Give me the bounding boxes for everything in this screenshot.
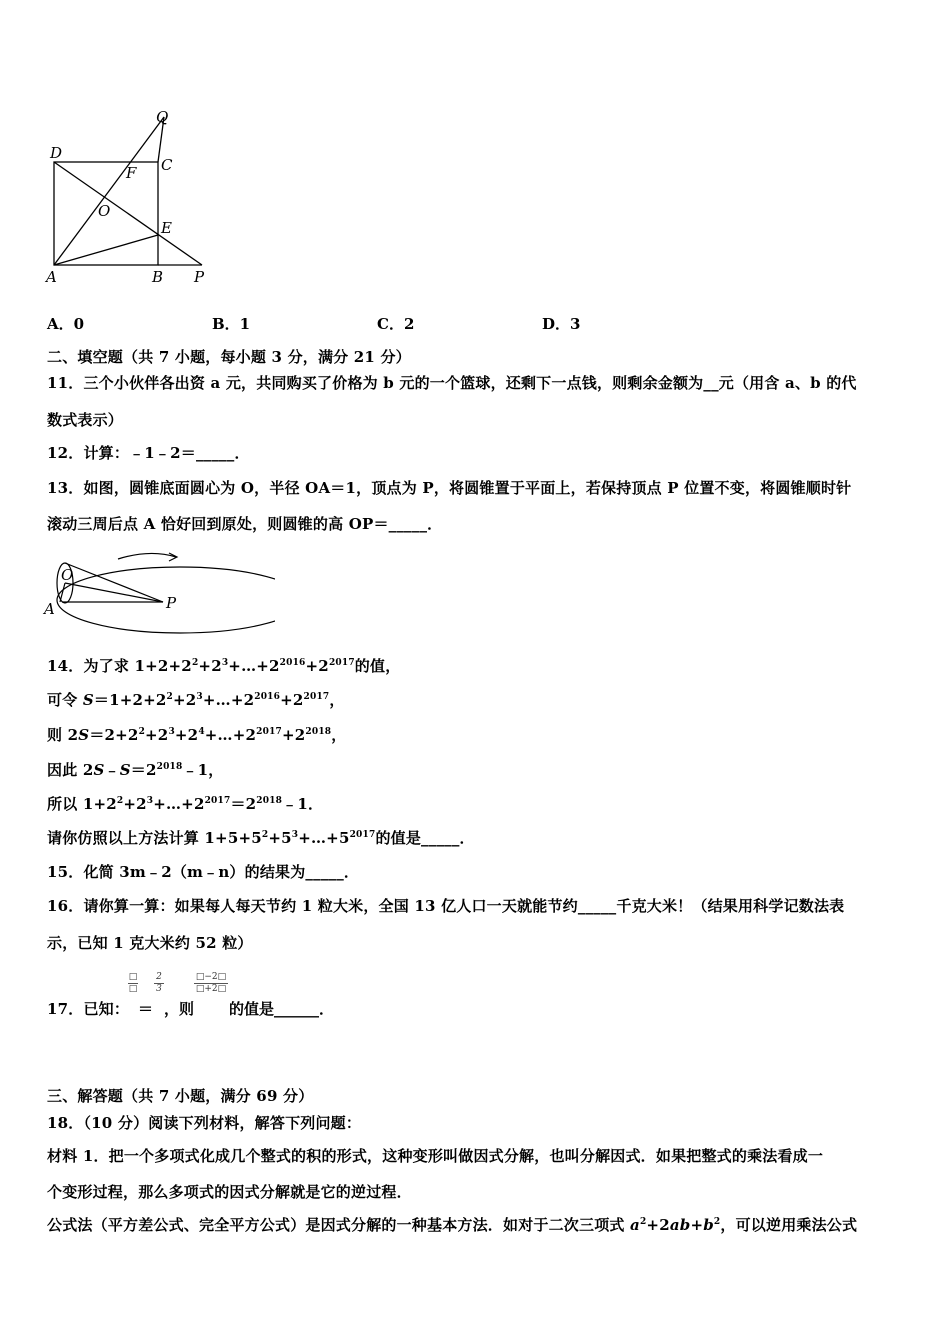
label-f: F xyxy=(126,164,137,182)
q13-line2: 滚动三周后点 A 恰好回到原处，则圆锥的高 OP＝_____． xyxy=(47,515,443,533)
q18-material1-line1: 材料 1．把一个多项式化成几个整式的积的形式，这种变形叫做因式分解，也叫分解因式．如果把整式的乘法看成一 xyxy=(47,1147,824,1165)
label-b: B xyxy=(152,268,164,286)
q17-fraction-c: □−2□ □+2□ xyxy=(195,972,227,994)
q14-line2: 可令 $S=1+2+2^2+2^3+\dots+2^{2016}+2^{2017}$， xyxy=(47,691,345,709)
q17-then: ，则 xyxy=(164,1000,195,1018)
option-b: B．1 xyxy=(212,315,251,333)
segment-aq xyxy=(54,117,164,265)
section3-heading: 三、解答题（共 7 小题，满分 69 分） xyxy=(47,1087,314,1105)
q18-material1-line2: 个变形过程，那么多项式的因式分解就是它的逆过程． xyxy=(47,1183,412,1201)
q13-line1: 13．如图，圆锥底面圆心为 O，半径 OA＝1，顶点为 P，将圆锥置于平面上，若保持顶点 P 位置不变，将圆锥顺时针 xyxy=(47,479,852,497)
q16-line1: 16．请你算一算：如果每人每天节约 1 粒大米，全国 13 亿人口一天就能节约_____千克大米！（结果用科学记数法表 xyxy=(47,897,845,915)
q17-suffix: 的值是______． xyxy=(229,1000,335,1018)
arrow-head xyxy=(169,553,177,561)
q14-line3: 则 $2S=2+2^2+2^3+2^4+\dots+2^{2017}+2^{2018}$， xyxy=(47,726,347,744)
q14-line6: 请你仿照以上方法计算 $1+5+5^2+5^3+\dots+5^{2017}$的值是_____． xyxy=(47,829,475,847)
q14-line4: 因此 $2S﹣S=2^{2018}﹣1$， xyxy=(47,761,224,779)
label-a: A xyxy=(46,268,57,286)
q14-line1: 14．为了求 $1+2+2^2+2^3+\dots+2^{2016}+2^{2017}$的值， xyxy=(47,657,401,675)
label-e: E xyxy=(161,219,172,237)
label-p2: P xyxy=(166,594,177,612)
segment-ae xyxy=(54,235,158,265)
label-d: D xyxy=(50,144,63,162)
cone-figure xyxy=(40,545,275,645)
label-o: O xyxy=(98,202,111,220)
q18-title: 18．（10 分）阅读下列材料，解答下列问题： xyxy=(47,1114,362,1132)
q15-text: 15．化简 3m﹣2（m﹣n）的结果为_____． xyxy=(47,863,360,881)
q17-equals: ＝ xyxy=(138,1000,154,1018)
q18-material2-line: 公式法（平方差公式、完全平方公式）是因式分解的一种基本方法．如对于二次三项式 $a^2+2ab+b^2$，可以逆用乘法公式 xyxy=(47,1216,858,1234)
cone-edge-top xyxy=(65,563,163,602)
q17-fraction-b: 2 3 xyxy=(154,972,164,995)
label-a2: A xyxy=(44,600,55,618)
option-a: A．0 xyxy=(47,315,85,333)
option-c: C．2 xyxy=(377,315,415,333)
label-q: Q xyxy=(156,108,169,126)
section2-heading: 二、填空题（共 7 小题，每小题 3 分，满分 21 分） xyxy=(47,348,411,366)
segment-op xyxy=(65,583,163,602)
q11-line1: 11．三个小伙伴各出资 a 元，共同购买了价格为 b 元的一个篮球，还剩下一点钱，则剩余金额为__元（用含 a、b 的代 xyxy=(47,374,857,392)
q12-text: 12．计算：﹣1﹣2＝_____． xyxy=(47,444,250,462)
label-o2: O xyxy=(61,566,74,584)
label-p: P xyxy=(194,268,205,286)
option-d: D．3 xyxy=(542,315,581,333)
rotation-arrow xyxy=(118,553,176,559)
q11-line2: 数式表示） xyxy=(47,411,124,429)
label-c: C xyxy=(161,156,173,174)
q17-fraction-a: □ □ xyxy=(128,972,138,994)
q14-line5: 所以 $1+2^2+2^3+\dots+2^{2017}=2^{2018}﹣1$． xyxy=(47,795,324,813)
q16-line2: 示，已知 1 克大米约 52 粒） xyxy=(47,934,253,952)
geometry-figure-square xyxy=(40,100,240,295)
q17-text: 17．已知： xyxy=(47,1000,130,1018)
